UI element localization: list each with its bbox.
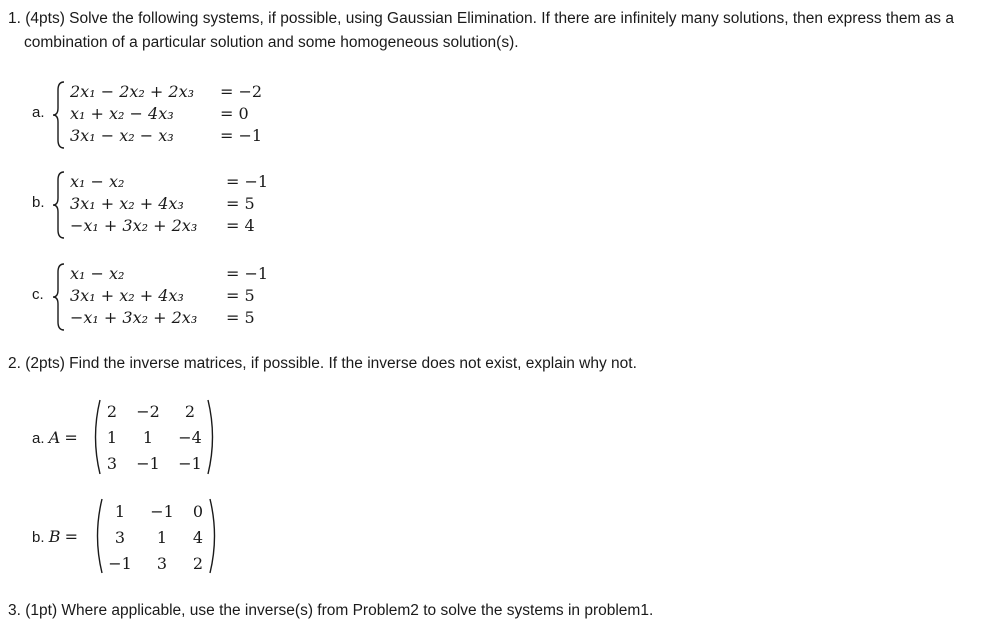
system-b-row2-rhs: = 5 <box>226 194 255 213</box>
matrix-b-cell-2-1: 3 <box>114 528 126 547</box>
system-a-row2-rhs: = 0 <box>220 104 249 123</box>
matrix-a-cell-3-1: 3 <box>106 454 118 473</box>
matrix-b-label <box>32 527 78 546</box>
system-b-row2-lhs: 3x₁ + x₂ + 4x₃ <box>70 194 184 213</box>
system-a-row3-lhs: 3x₁ − x₂ − x₃ <box>70 126 174 145</box>
system-a-label: a. <box>32 104 45 121</box>
matrix-a-cell-2-2: 1 <box>142 428 154 447</box>
system-a-row1-rhs: = −2 <box>220 82 263 101</box>
system-b-row3-lhs: −x₁ + 3x₂ + 2x₃ <box>70 216 198 235</box>
matrix-b-cell-3-1: −1 <box>108 554 132 573</box>
matrix-a-name: A <box>48 428 61 447</box>
matrix-a-cell-1-1: 2 <box>106 402 118 421</box>
system-a-row1-lhs: 2x₁ − 2x₂ + 2x₃ <box>70 82 195 101</box>
matrix-b-cell-2-2: 1 <box>156 528 168 547</box>
matrix-a-label <box>32 428 78 447</box>
left-brace-icon <box>52 170 66 240</box>
system-c-label: c. <box>32 286 44 303</box>
problem-1-text-line2: combination of a particular solution and some homogeneous solution(s). <box>24 34 519 51</box>
matrix-b-cell-1-2: −1 <box>150 502 174 521</box>
system-b-row3-rhs: = 4 <box>226 216 255 235</box>
problem-2-text: 2. (2pts) Find the inverse matrices, if possible. If the inverse does not exist, explain why not. <box>8 355 637 372</box>
problem-1-text-line1: 1. (4pts) Solve the following systems, if possible, using Gaussian Elimination. If there are infinitely many solutions, then express them as a <box>8 10 954 27</box>
matrix-b-letter: b. <box>32 529 45 546</box>
matrix-b-cell-2-3: 4 <box>192 528 204 547</box>
system-c-row3-rhs: = 5 <box>226 308 255 327</box>
matrix-a-cell-2-3: −4 <box>178 428 202 447</box>
matrix-a-cell-2-1: 1 <box>106 428 118 447</box>
system-a-row3-rhs: = −1 <box>220 126 263 145</box>
system-c-row1-lhs: x₁ − x₂ <box>70 264 125 283</box>
system-a-row2-lhs: x₁ + x₂ − 4x₃ <box>70 104 174 123</box>
matrix-a-cell-3-2: −1 <box>136 454 160 473</box>
system-b-row1-lhs: x₁ − x₂ <box>70 172 125 191</box>
matrix-a-cell-3-3: −1 <box>178 454 202 473</box>
matrix-b-cell-1-3: 0 <box>192 502 204 521</box>
matrix-a-cell-1-2: −2 <box>136 402 160 421</box>
problem-3-text: 3. (1pt) Where applicable, use the inverse(s) from Problem2 to solve the systems in problem1. <box>8 602 654 619</box>
system-b-label: b. <box>32 194 45 211</box>
left-brace-icon <box>52 262 66 332</box>
matrix-b-name: B <box>48 527 61 546</box>
matrix-b-equals: = <box>64 527 79 546</box>
matrix-a-equals: = <box>64 428 78 447</box>
matrix-a-letter: a. <box>32 430 45 447</box>
matrix-a-cell-1-3: 2 <box>184 402 196 421</box>
matrix-b-cell-1-1: 1 <box>114 502 126 521</box>
system-c-row1-rhs: = −1 <box>226 264 269 283</box>
left-brace-icon <box>52 80 66 150</box>
system-c-row3-lhs: −x₁ + 3x₂ + 2x₃ <box>70 308 198 327</box>
system-b-row1-rhs: = −1 <box>226 172 269 191</box>
matrix-b-cell-3-2: 3 <box>156 554 168 573</box>
matrix-b-cell-3-3: 2 <box>192 554 204 573</box>
system-c-row2-rhs: = 5 <box>226 286 255 305</box>
system-c-row2-lhs: 3x₁ + x₂ + 4x₃ <box>70 286 184 305</box>
